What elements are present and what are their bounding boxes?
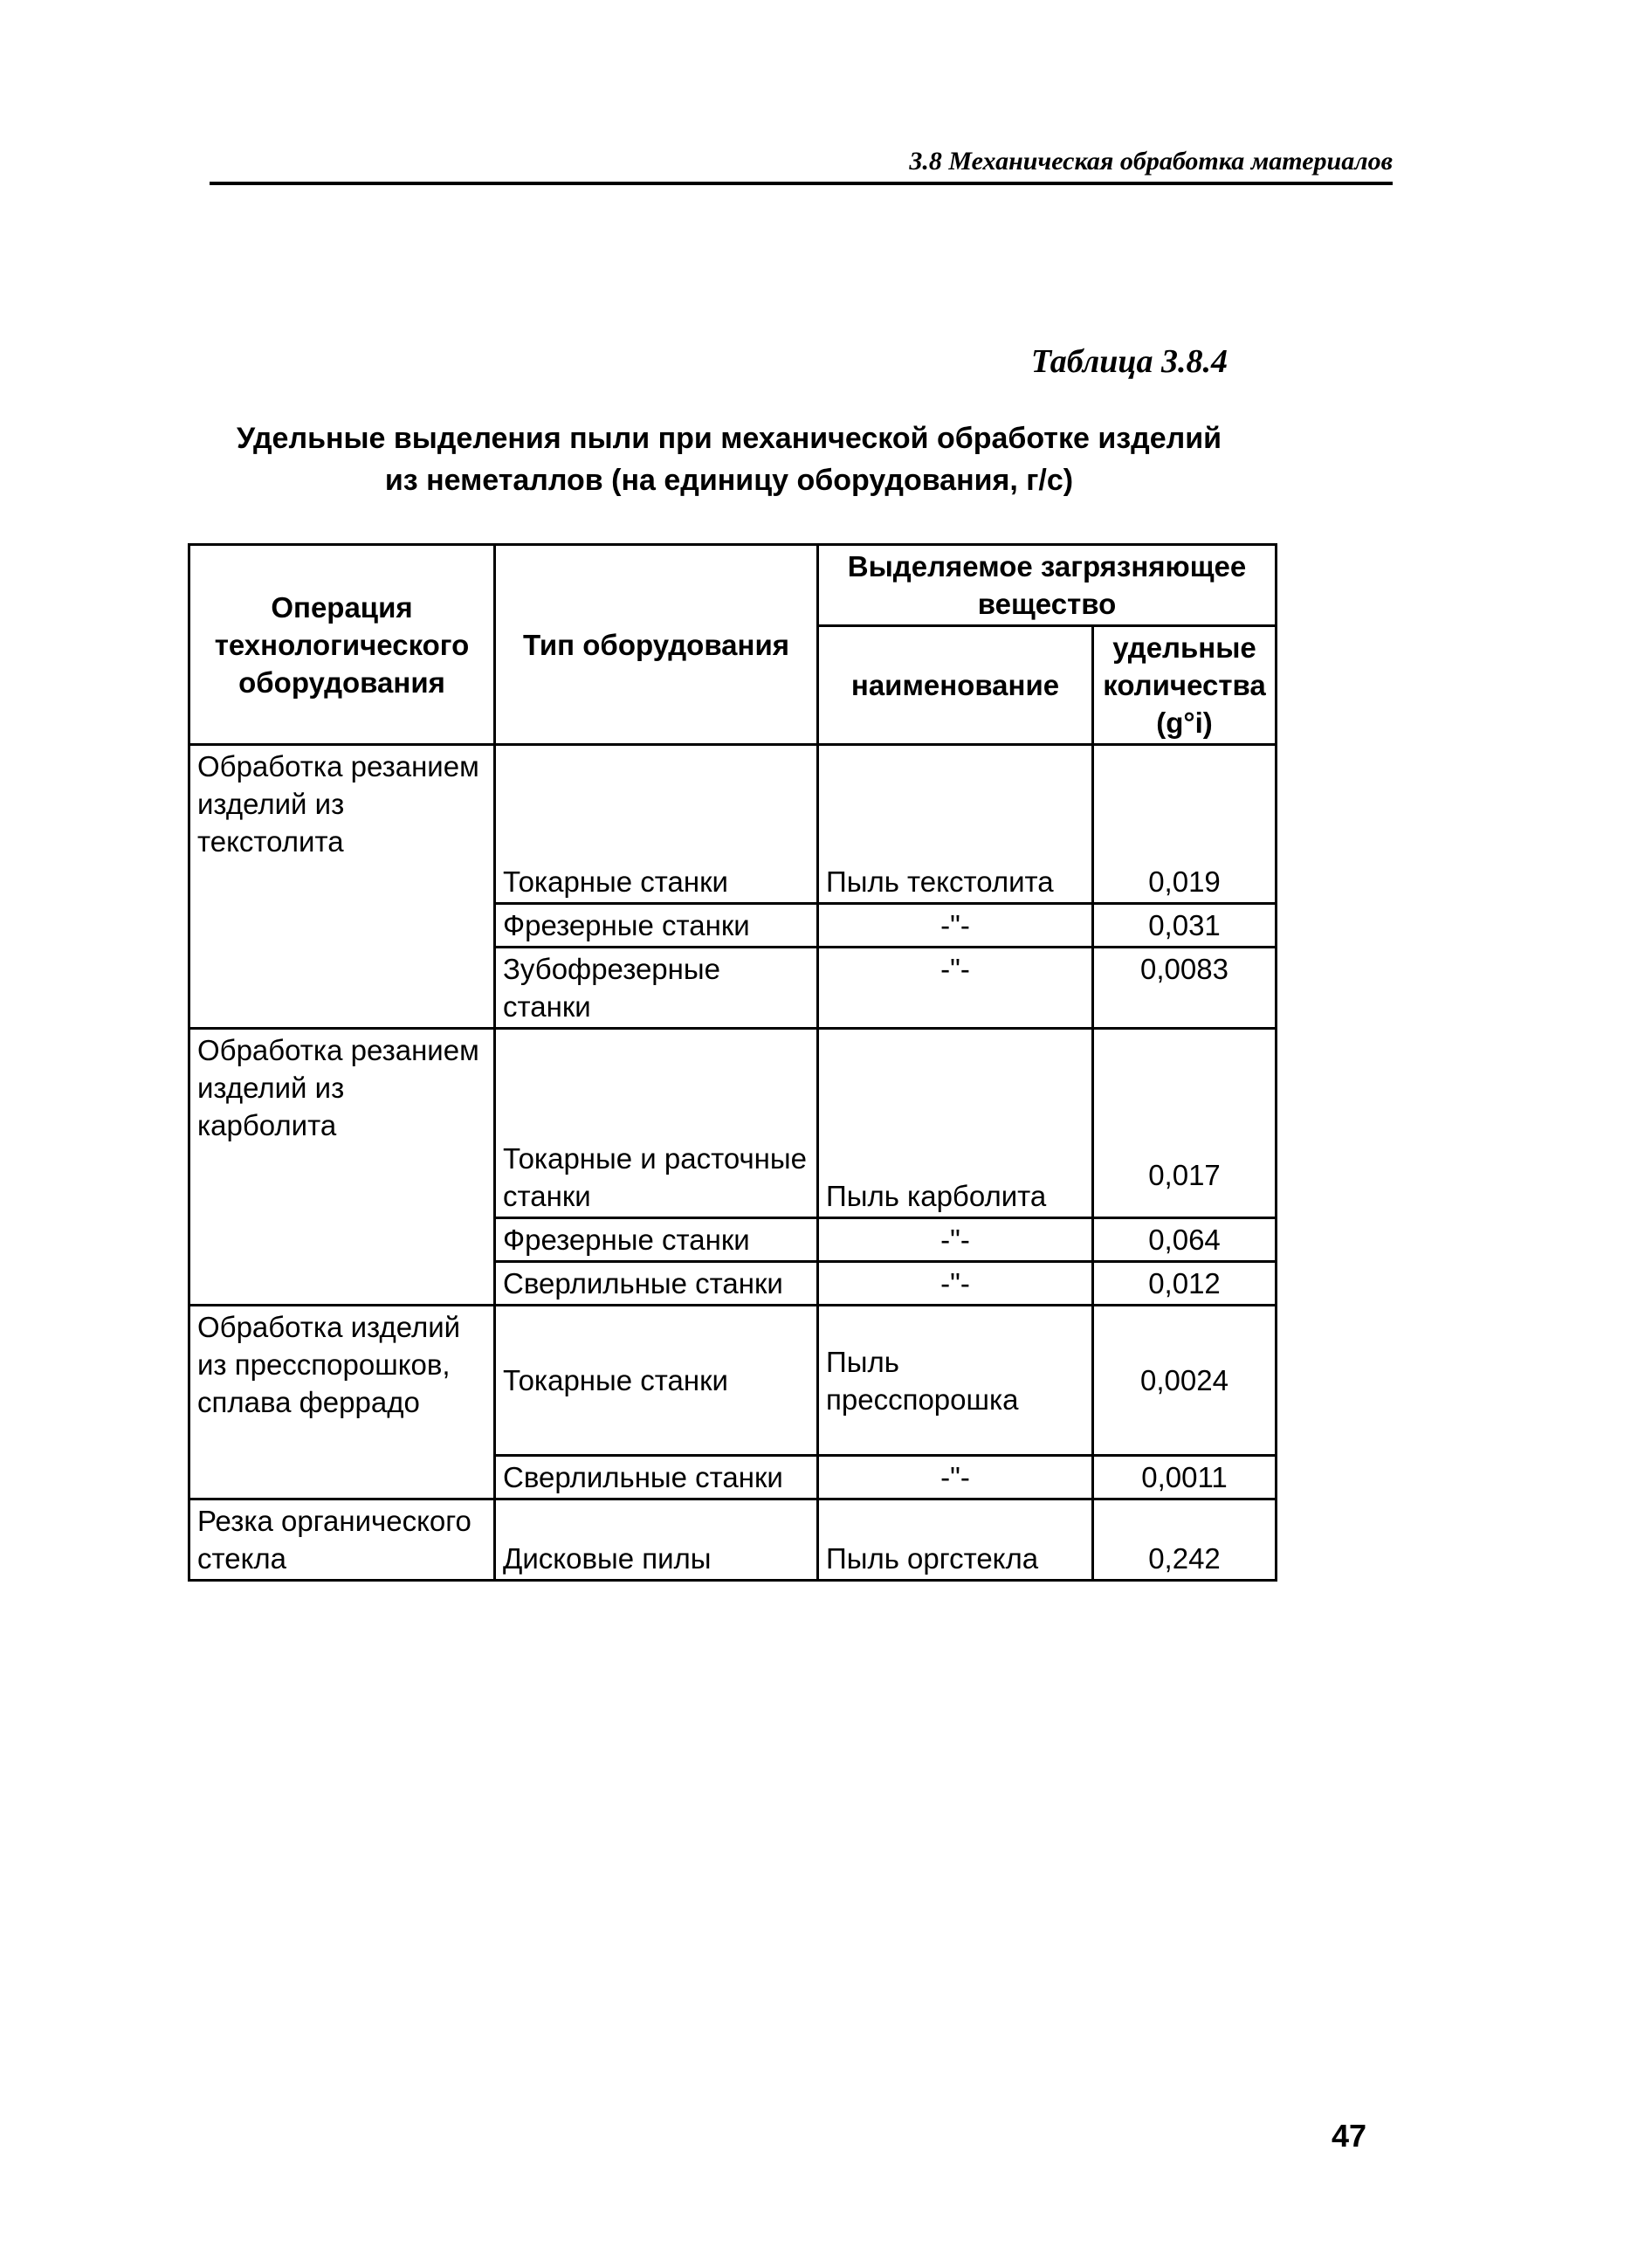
- value-cell: 0,017: [1093, 1029, 1277, 1218]
- equipment-cell: Сверлильные станки: [495, 1456, 818, 1499]
- header-equipment: Тип оборудования: [495, 545, 818, 745]
- equipment-cell: Дисковые пилы: [495, 1499, 818, 1581]
- header-row: [189, 545, 1277, 626]
- equipment-cell: Зубофрезерные станки: [495, 948, 818, 1029]
- substance-cell: -"-: [818, 948, 1093, 1029]
- substance-cell: -"-: [818, 1456, 1093, 1499]
- equipment-cell: Токарные станки: [495, 1306, 818, 1456]
- value-cell: 0,0011: [1093, 1456, 1277, 1499]
- operation-cell: Обработка изделий из пресспорошков, сплава феррадо: [189, 1306, 495, 1499]
- table-row: [189, 1029, 1277, 1218]
- header-name: наименование: [818, 626, 1093, 745]
- operation-cell: Резка органического стекла: [189, 1499, 495, 1581]
- running-head: 3.8 Механическая обработка материалов: [210, 147, 1393, 185]
- table-label: Таблица 3.8.4: [1030, 343, 1228, 380]
- value-cell: 0,031: [1093, 904, 1277, 948]
- header-pollutant-group: Выделяемое загрязняющее вещество: [818, 545, 1277, 626]
- substance-cell: Пыль пресспорошка: [818, 1306, 1093, 1456]
- equipment-cell: Сверлильные станки: [495, 1262, 818, 1306]
- page-number: 47: [1332, 2118, 1367, 2154]
- header-operation: Операция технологического оборудования: [189, 545, 495, 745]
- operation-cell: Обработка резанием изделий из текстолита: [189, 745, 495, 1029]
- equipment-cell: Фрезерные станки: [495, 904, 818, 948]
- value-cell: 0,0083: [1093, 948, 1277, 1029]
- operation-cell: Обработка резанием изделий из карболита: [189, 1029, 495, 1306]
- caption-line-2: из неметаллов (на единицу оборудования, г/с): [384, 464, 1074, 497]
- value-cell: 0,064: [1093, 1218, 1277, 1262]
- value-cell: 0,019: [1093, 745, 1277, 904]
- equipment-cell: Токарные и расточные станки: [495, 1029, 818, 1218]
- equipment-cell: Токарные станки: [495, 745, 818, 904]
- substance-cell: -"-: [818, 1218, 1093, 1262]
- table-caption: [188, 417, 1270, 501]
- substance-cell: -"-: [818, 1262, 1093, 1306]
- substance-cell: Пыль карболита: [818, 1029, 1093, 1218]
- substance-cell: Пыль оргстекла: [818, 1499, 1093, 1581]
- substance-cell: -"-: [818, 904, 1093, 948]
- header-quantity: [1093, 626, 1277, 745]
- table-row: [189, 745, 1277, 904]
- equipment-cell: Фрезерные станки: [495, 1218, 818, 1262]
- value-cell: 0,242: [1093, 1499, 1277, 1581]
- value-cell: 0,0024: [1093, 1306, 1277, 1456]
- caption-line-1: Удельные выделения пыли при механической обработке изделий: [236, 422, 1222, 455]
- emissions-table: [188, 543, 1277, 1582]
- header-quantity-symbol: (g°i): [1156, 707, 1213, 739]
- table-row: [189, 1306, 1277, 1456]
- table-row: [189, 1499, 1277, 1581]
- header-quantity-label: удельные количества: [1103, 631, 1266, 701]
- value-cell: 0,012: [1093, 1262, 1277, 1306]
- substance-cell: Пыль текстолита: [818, 745, 1093, 904]
